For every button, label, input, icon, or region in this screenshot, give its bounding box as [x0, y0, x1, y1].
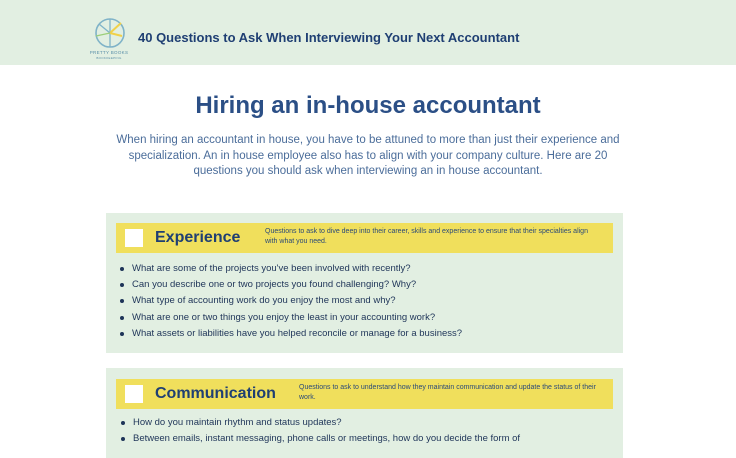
section-header-band — [116, 379, 613, 409]
section-communication — [106, 368, 623, 458]
checkbox[interactable] — [125, 385, 143, 403]
question-list — [133, 415, 520, 447]
question-item: What assets or liabilities have you helped reconcile or manage for a business? — [132, 326, 462, 342]
section-header-band — [116, 223, 613, 253]
header-bar — [0, 0, 736, 65]
header-title: 40 Questions to Ask When Interviewing Your Next Accountant — [138, 30, 520, 45]
question-item: What are some of the projects you've been involved with recently? — [132, 261, 462, 277]
intro-paragraph: When hiring an accountant in house, you have to be attuned to more than just their experience and specialization. An in house employee also has to align with your company culture. Here are 20 questions you should ask when interviewing an in house accountant. — [116, 134, 620, 177]
section-title: Experience — [155, 229, 241, 246]
checkbox[interactable] — [125, 229, 143, 247]
question-item: Between emails, instant messaging, phone calls or meetings, how do you decide the form of — [133, 431, 520, 447]
page-title: Hiring an in-house accountant — [195, 92, 541, 119]
section-description: Questions to ask to understand how they maintain communication and update the status of their work. — [299, 384, 596, 401]
logo-text: PRETTY BOOKS BOOKKEEPING — [89, 50, 129, 60]
question-item: What are one or two things you enjoy the least in your accounting work? — [132, 310, 462, 326]
question-item: Can you describe one or two projects you found challenging? Why? — [132, 277, 462, 293]
section-experience — [106, 213, 623, 353]
section-description: Questions to ask to dive deep into their career, skills and experience to ensure that their specialties align with what you need. — [265, 228, 588, 245]
section-title: Communication — [155, 385, 276, 402]
question-item: What type of accounting work do you enjoy the most and why? — [132, 293, 462, 309]
question-list — [132, 261, 462, 342]
question-item: How do you maintain rhythm and status updates? — [133, 415, 520, 431]
